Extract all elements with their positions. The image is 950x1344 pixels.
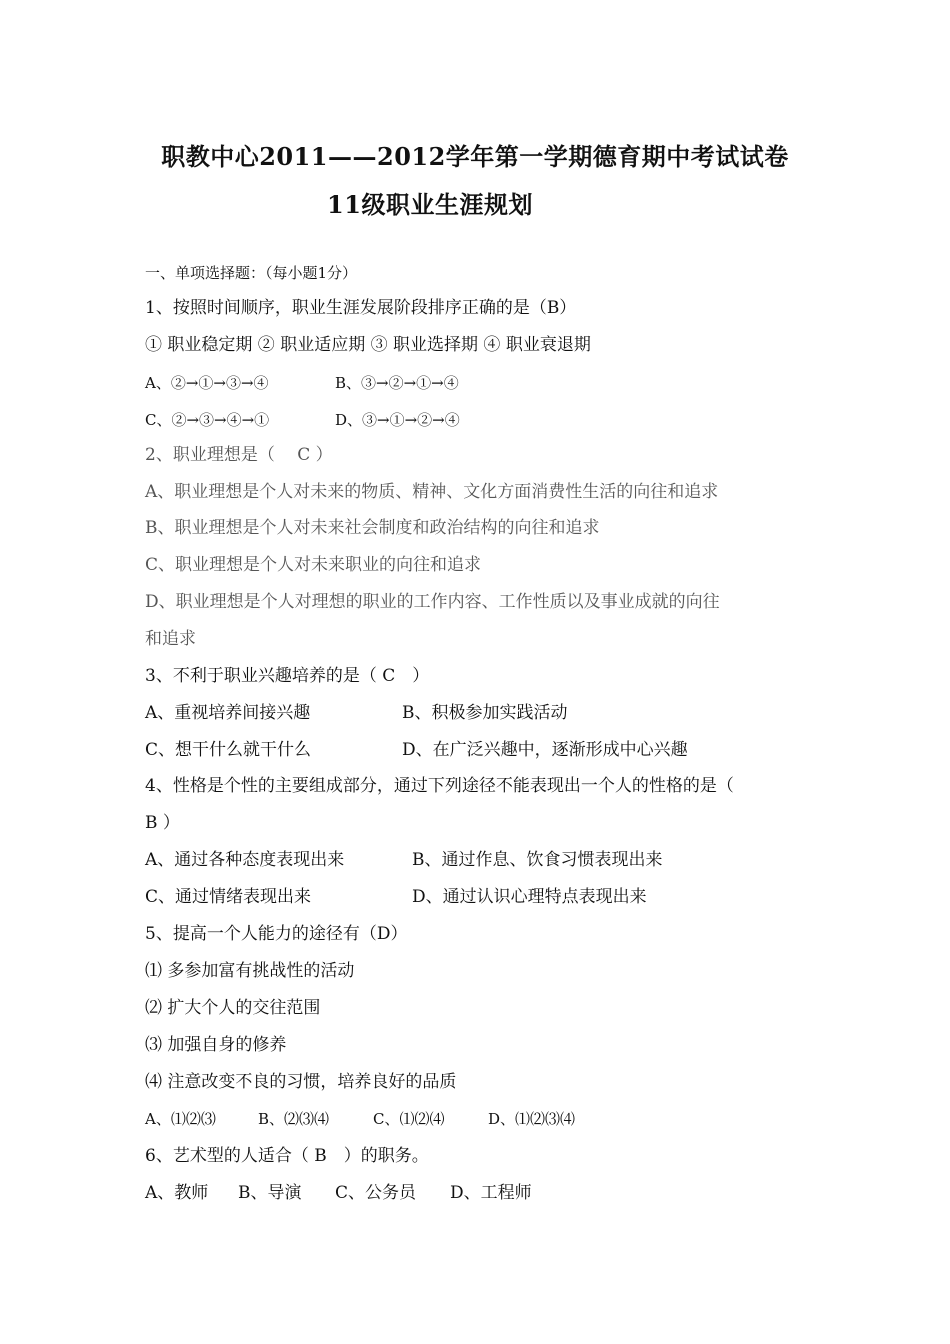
question-1-option-a: A、②→①→③→④	[145, 374, 269, 392]
question-5-item-1: ⑴ 多参加富有挑战性的活动	[145, 961, 355, 981]
question-4-option-b: B、通过作息、饮食习惯表现出来	[412, 850, 663, 870]
question-2-option-d-line1: D、职业理想是个人对理想的职业的工作内容、工作性质以及事业成就的向往	[145, 592, 720, 612]
question-5-stem: 5、提高一个人能力的途径有（D）	[145, 924, 408, 944]
question-6-option-b: B、导演	[238, 1183, 302, 1203]
question-6-option-d: D、工程师	[450, 1183, 532, 1203]
question-6-stem: 6、艺术型的人适合（ B ）的职务。	[145, 1146, 429, 1166]
question-4-option-c: C、通过情绪表现出来	[145, 887, 312, 907]
question-2-option-b: B、职业理想是个人对未来社会制度和政治结构的向往和追求	[145, 518, 600, 538]
question-1-option-c: C、②→③→④→①	[145, 411, 270, 429]
question-2-stem: 2、职业理想是（ C ）	[145, 445, 333, 465]
question-5-option-d: D、⑴⑵⑶⑷	[488, 1110, 576, 1128]
question-2-option-c: C、职业理想是个人对未来职业的向往和追求	[145, 555, 482, 575]
question-3-option-b: B、积极参加实践活动	[402, 703, 568, 723]
question-5-option-b: B、⑵⑶⑷	[258, 1110, 330, 1128]
question-5-item-2: ⑵ 扩大个人的交往范围	[145, 998, 321, 1018]
question-3-option-a: A、重视培养间接兴趣	[145, 703, 311, 723]
question-4-option-d: D、通过认识心理特点表现出来	[412, 887, 647, 907]
question-4-option-a: A、通过各种态度表现出来	[145, 850, 345, 870]
question-5-option-c: C、⑴⑵⑷	[373, 1110, 445, 1128]
question-3-option-d: D、在广泛兴趣中，逐渐形成中心兴趣	[402, 740, 688, 760]
question-3-stem: 3、不利于职业兴趣培养的是（ C ）	[145, 666, 430, 686]
question-3-option-c: C、想干什么就干什么	[145, 740, 312, 760]
question-1-stem: 1、按照时间顺序，职业生涯发展阶段排序正确的是（B）	[145, 298, 577, 318]
question-2-option-a: A、职业理想是个人对未来的物质、精神、文化方面消费性生活的向往和追求	[145, 482, 719, 502]
question-5-option-a: A、⑴⑵⑶	[145, 1110, 216, 1128]
exam-subtitle: 11级职业生涯规划	[327, 190, 533, 219]
question-5-item-4: ⑷ 注意改变不良的习惯，培养良好的品质	[145, 1072, 457, 1092]
section-heading: 一、单项选择题：（每小题1分）	[145, 264, 358, 282]
question-4-stem-line1: 4、性格是个性的主要组成部分，通过下列途径不能表现出一个人的性格的是（	[145, 776, 734, 796]
question-6-option-a: A、教师	[145, 1183, 209, 1203]
question-4-stem-line2: B ）	[145, 813, 180, 833]
question-2-option-d-line2: 和追求	[145, 629, 196, 649]
question-5-item-3: ⑶ 加强自身的修养	[145, 1035, 287, 1055]
question-1-items: ① 职业稳定期 ② 职业适应期 ③ 职业选择期 ④ 职业衰退期	[145, 335, 591, 355]
question-1-option-d: D、③→①→②→④	[335, 411, 460, 429]
question-6-option-c: C、公务员	[335, 1183, 417, 1203]
question-1-option-b: B、③→②→①→④	[335, 374, 459, 392]
exam-title: 职教中心2011——2012学年第一学期德育期中考试试卷	[161, 142, 789, 171]
